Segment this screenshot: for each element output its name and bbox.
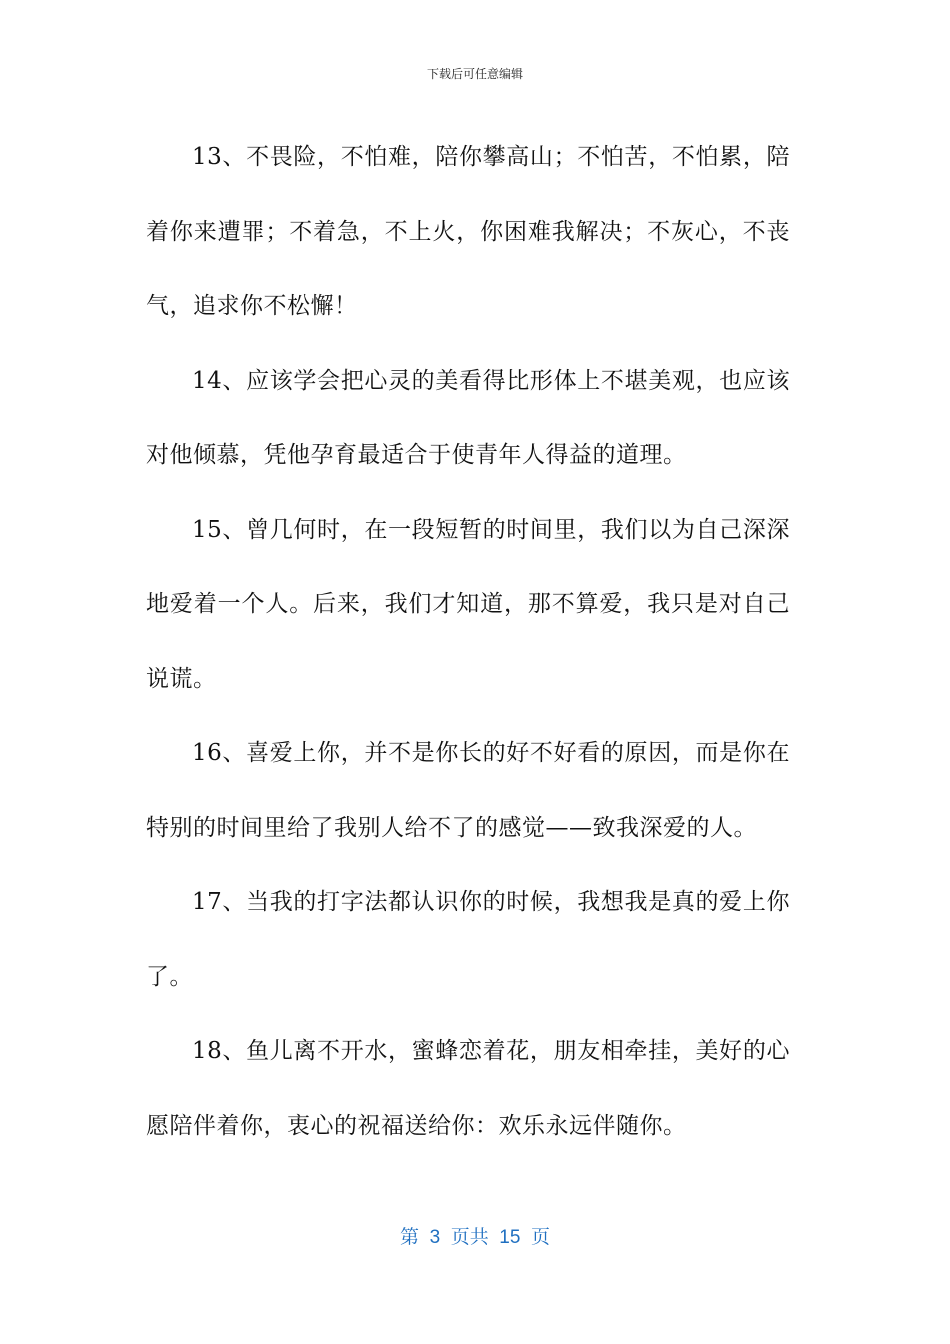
paragraph-13: 13、不畏险，不怕难，陪你攀高山；不怕苦，不怕累，陪着你来遭罪；不着急，不上火，你困难我解决；不灰心，不丧气，追求你不松懈！ [146,144,790,319]
page-number-footer: 第 3 页共 15 页 [400,1227,550,1248]
paragraph-16: 16、喜爱上你，并不是你长的好不好看的原因，而是你在特别的时间里给了我别人给不了的感觉——致我深爱的人。 [146,740,790,841]
paragraph-18: 18、鱼儿离不开水，蜜蜂恋着花，朋友相牵挂，美好的心愿陪伴着你，衷心的祝福送给你：欢乐永远伴随你。 [146,1038,790,1139]
document-body [146,120,790,1163]
paragraph-17: 17、当我的打字法都认识你的时候，我想我是真的爱上你了。 [146,889,790,990]
paragraph-15: 15、曾几何时，在一段短暂的时间里，我们以为自己深深地爱着一个人。后来，我们才知道，那不算爱，我只是对自己说谎。 [146,516,790,692]
page-header-note: 下载后可任意编辑 [426,67,523,81]
paragraph-14: 14、应该学会把心灵的美看得比形体上不堪美观，也应该对他倾慕，凭他孕育最适合于使青年人得益的道理。 [146,367,790,468]
